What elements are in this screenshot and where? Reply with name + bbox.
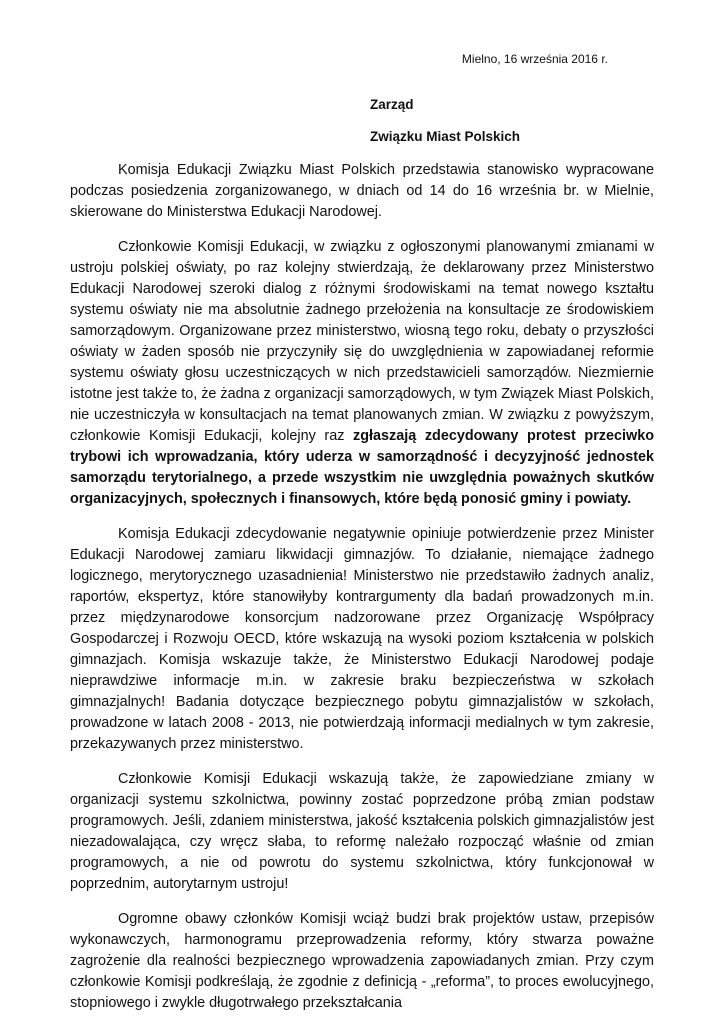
date-line: Mielno, 16 września 2016 r. — [461, 52, 608, 66]
paragraph-5: Ogromne obawy członków Komisji wciąż budzi brak projektów ustaw, przepisów wykonawczych, harmonogramu przeprowadzenia reformy, który stwarza poważne zagrożenie dla realności bezpiecznego wprowadzenia zapowiadanych zmian. Przy czym członkowie Komisji podkreślają, że zgodnie z definicją - „reforma”, to proces ewolucyjnego, stopniowego i zwykle długotrwałego przekształcania — [70, 911, 654, 1011]
paragraph-2 — [70, 237, 654, 510]
paragraph-4: Członkowie Komisji Edukacji wskazują także, że zapowiedziane zmiany w organizacji systemu szkolnictwa, powinny zostać poprzedzone próbą zmian podstaw programowych. Jeśli, zdaniem ministerstwa, jakość kształcenia polskich gimnazjalistów jest niezadowalająca, czy wręcz słaba, to reformę należało rozpocząć właśnie od zmian programowych, a nie od powrotu do systemu szkolnictwa, który funkcjonował w poprzednim, autorytarnym ustroju! — [70, 771, 654, 892]
recipient-line-1: Zarząd — [370, 97, 414, 112]
letter-body — [70, 160, 654, 1028]
paragraph-1: Komisja Edukacji Związku Miast Polskich przedstawia stanowisko wypracowane podczas posiedzenia zorganizowanego, w dniach od 14 do 16 września br. w Mielnie, skierowane do Ministerstwa Edukacji Narodowej. — [70, 162, 654, 220]
paragraph-3: Komisja Edukacji zdecydowanie negatywnie opiniuje potwierdzenie przez Minister Edukacji Narodowej zamiaru likwidacji gimnazjów. To działanie, niemające żadnego logicznego, merytorycznego uzasadnienia! Ministerstwo nie przedstawiło żadnych analiz, raportów, ekspertyz, które stanowiłyby kontrargumenty dla badań prowadzonych m.in. przez międzynarodowe konsorcjum nadzorowane przez Organizację Współpracy Gospodarczej i Rozwoju OECD, które wskazują na wysoki poziom kształcenia w polskich gimnazjach. Komisja wskazuje także, że Ministerstwo Edukacji Narodowej podaje nieprawdziwe informacje m.in. w zakresie braku bezpieczeństwa w szkołach gimnazjalnych! Badania dotyczące bezpiecznego pobytu gimnazjalistów w szkołach, prowadzone w latach 2008 - 2013, nie potwierdzają informacji medialnych w tym zakresie, przekazywanych przez ministerstwo. — [70, 526, 654, 752]
recipient-line-2: Związku Miast Polskich — [370, 129, 521, 144]
paragraph-2-bold-text: zgłaszają zdecydowany protest przeciwko trybowi ich wprowadzania, który uderza w samorządność i decyzyjność jednostek samorządu terytorialnego, a przede wszystkim nie uwzględnia poważnych skutków organizacyjnych, społecznych i finansowych, które będą ponosić gminy i powiaty. — [70, 428, 654, 507]
paragraph-2-text: Członkowie Komisji Edukacji, w związku z ogłoszonymi planowanymi zmianami w ustroju polskiej oświaty, po raz kolejny stwierdzają, że deklarowany przez Ministerstwo Edukacji Narodowej szeroki dialog z różnymi środowiskami na temat nowego kształtu systemu oświaty nie ma absolutnie żadnego przełożenia na konsultacje ze środowiskiem samorządowym. Organizowane przez ministerstwo, wiosną tego roku, debaty o przyszłości oświaty w żaden sposób nie przyczyniły się do uwzględnienia w zapowiadanej reformie systemu oświaty głosu uczestniczących w nich przedstawicieli samorządów. Niezmiernie istotne jest także to, że żadna z organizacji samorządowych, w tym Związek Miast Polskich, nie uczestniczyła w konsultacjach na temat planowanych zmian. W związku z powyższym, członkowie Komisji Edukacji, kolejny raz — [70, 239, 654, 444]
